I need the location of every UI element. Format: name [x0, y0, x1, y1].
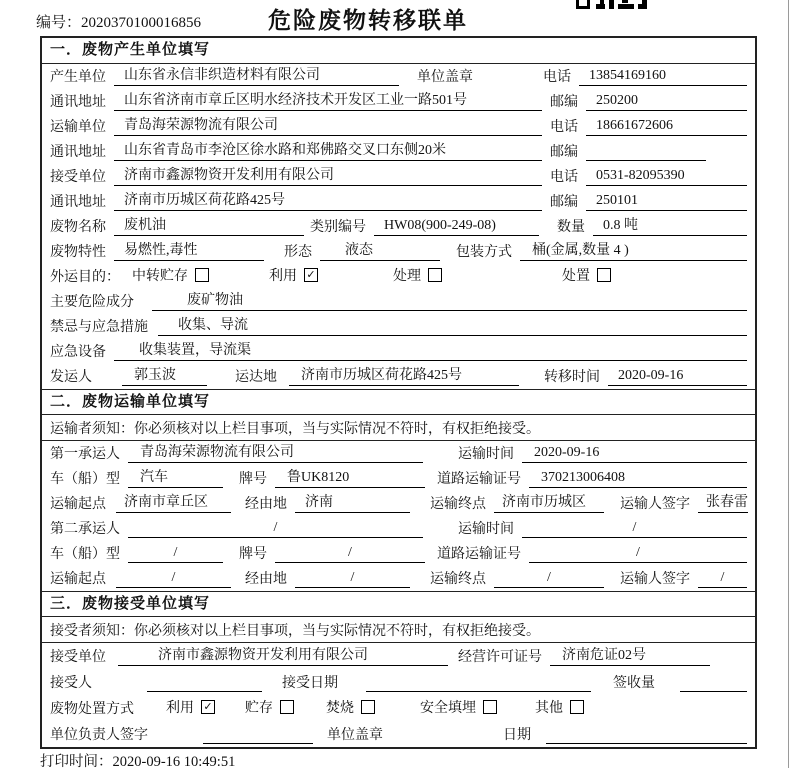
origin-label: 运输起点: [50, 497, 106, 512]
method-storage-checkbox: [245, 697, 294, 721]
transporter-phone-value: 18661672606: [586, 116, 747, 136]
form-box: [40, 36, 757, 749]
postcode-label: 邮编: [550, 95, 578, 110]
carrier-signature-value-2: /: [698, 568, 747, 588]
unit-seal-label: 单位盖章: [327, 728, 383, 743]
first-carrier-label: 第一承运人: [50, 447, 120, 462]
vehicle-type-value-2: /: [128, 543, 223, 563]
received-quantity-label: 签收量: [613, 676, 655, 691]
via-label: 经由地: [245, 572, 287, 587]
plate-number-label: 牌号: [239, 547, 267, 562]
plate-number-value-2: /: [275, 543, 425, 563]
section-producer: [42, 38, 755, 389]
waste-property-value: 易燃性,毒性: [114, 241, 264, 261]
form-row: [42, 214, 755, 239]
producer-address-label: 通讯地址: [50, 95, 106, 110]
vehicle-type-value: 汽车: [128, 468, 223, 488]
form-row: [42, 721, 755, 747]
method-landfill-checkbox-box: [483, 700, 497, 714]
second-carrier-value: /: [128, 518, 423, 538]
packaging-label: 包装方式: [456, 245, 512, 260]
method-landfill-checkbox-label: 安全填埋: [420, 701, 476, 716]
emergency-measures-value: 收集、导流: [158, 316, 747, 336]
receiver-address-label: 通讯地址: [50, 195, 106, 210]
form-row: [42, 643, 755, 669]
via-label: 经由地: [245, 497, 287, 512]
form-row: [42, 89, 755, 114]
transporter-postcode-value: [586, 141, 706, 161]
transporter-notice: 运输者须知：你必须核对以上栏目事项，当与实际情况不符时，有权拒绝接受。: [42, 415, 755, 441]
receiver-notice: 接受者须知：你必须核对以上栏目事项，当与实际情况不符时，有权拒绝接受。: [42, 617, 755, 643]
transit-storage-checkbox-label: 中转贮存: [132, 269, 188, 284]
producer-address-value: 山东省济南市章丘区明水经济技术开发区工业一路501号: [114, 91, 542, 111]
section-receiver: [42, 591, 755, 747]
form-row: [42, 314, 755, 339]
road-permit-value: 370213006408: [529, 468, 747, 488]
page-edge-line: [788, 0, 789, 768]
receiving-unit-label: 接受单位: [50, 650, 106, 665]
form-row: [42, 64, 755, 89]
section-transporter: [42, 389, 755, 591]
recycle-checkbox-label: 利用: [269, 269, 297, 284]
carrier-signature-label: 运输人签字: [620, 572, 690, 587]
transport-time-label: 运输时间: [458, 522, 514, 537]
second-carrier-label: 第二承运人: [50, 522, 120, 537]
receiver-person-value: [147, 672, 262, 692]
date-value: [546, 724, 747, 744]
road-permit-value-2: /: [529, 543, 747, 563]
consignor-label: 发运人: [50, 370, 92, 385]
destination-value: 济南市历城区荷花路425号: [289, 366, 519, 386]
section-receiver-heading: 三．废物接受单位填写: [42, 591, 755, 617]
quantity-value: 0.8 吨: [593, 216, 747, 236]
form-row: [42, 289, 755, 314]
form-row: [42, 669, 755, 695]
receive-date-value: [366, 672, 591, 692]
postcode-label: 邮编: [550, 195, 578, 210]
receiver-unit-label: 接受单位: [50, 170, 106, 185]
transporter-address-label: 通讯地址: [50, 145, 106, 160]
method-other-checkbox: [535, 697, 584, 721]
receive-date-label: 接受日期: [282, 676, 338, 691]
vehicle-type-label: 车（船）型: [50, 472, 120, 487]
receiver-address-value: 济南市历城区荷花路425号: [114, 191, 542, 211]
section-transporter-heading: 二．废物运输单位填写: [42, 389, 755, 415]
transfer-time-value: 2020-09-16: [608, 366, 747, 386]
treatment-checkbox-box: [428, 268, 442, 282]
form-row: [42, 441, 755, 466]
plate-number-value: 鲁UK8120: [275, 468, 425, 488]
print-time-value: 2020-09-16 10:49:51: [112, 754, 236, 768]
transit-storage-checkbox: [132, 265, 209, 289]
hazard-component-label: 主要危险成分: [50, 295, 134, 310]
category-code-label: 类别编号: [310, 220, 366, 235]
carrier-signature-value: 张春雷: [698, 493, 748, 513]
transfer-purpose-label: 外运目的：: [50, 270, 120, 285]
transporter-unit-value: 青岛海荣源物流有限公司: [114, 116, 542, 136]
receiving-unit-value: 济南市鑫源物资开发利用有限公司: [118, 646, 448, 666]
vehicle-type-label: 车（船）型: [50, 547, 120, 562]
origin-value: 济南市章丘区: [116, 493, 231, 513]
quantity-label: 数量: [557, 220, 585, 235]
responsible-signature-value: [203, 724, 313, 744]
waste-name-value: 废机油: [114, 216, 304, 236]
producer-phone-value: 13854169160: [579, 66, 747, 86]
date-label: 日期: [503, 728, 531, 743]
method-landfill-checkbox: [420, 697, 497, 721]
method-incineration-checkbox: [326, 697, 375, 721]
category-code-value: HW08(900-249-08): [374, 216, 539, 236]
carrier-signature-label: 运输人签字: [620, 497, 690, 512]
form-row: [42, 516, 755, 541]
transport-time-label: 运输时间: [458, 447, 514, 462]
emergency-measures-label: 禁忌与应急措施: [50, 320, 148, 335]
treatment-checkbox-label: 处理: [393, 269, 421, 284]
form-row: [42, 139, 755, 164]
recycle-checkbox-box: ✓: [304, 268, 318, 282]
serial-label: 编号：: [36, 15, 82, 31]
plate-number-label: 牌号: [239, 472, 267, 487]
qr-code-fragment: [576, 0, 652, 10]
section-producer-heading: 一．废物产生单位填写: [42, 38, 755, 64]
form-row: [42, 566, 755, 591]
method-other-checkbox-label: 其他: [535, 701, 563, 716]
disposal-checkbox: [562, 265, 611, 289]
method-incineration-checkbox-label: 焚烧: [326, 701, 354, 716]
receiver-phone-value: 0531-82095390: [586, 166, 747, 186]
consignor-value: 郭玉波: [122, 366, 207, 386]
transporter-address-value: 山东省青岛市李沧区徐水路和郑佛路交叉口东侧20米: [114, 141, 542, 161]
terminus-label: 运输终点: [430, 497, 486, 512]
form-row: [42, 466, 755, 491]
via-value-2: /: [295, 568, 410, 588]
road-permit-label: 道路运输证号: [437, 547, 521, 562]
phone-label: 电话: [550, 120, 578, 135]
terminus-value: 济南市历城区: [494, 493, 604, 513]
receiver-person-label: 接受人: [50, 676, 92, 691]
origin-value-2: /: [116, 568, 231, 588]
transporter-unit-label: 运输单位: [50, 120, 106, 135]
form-row: [42, 541, 755, 566]
method-incineration-checkbox-box: [361, 700, 375, 714]
emergency-equipment-value: 收集装置，导流渠: [114, 341, 747, 361]
unit-seal-label: 单位盖章: [417, 70, 473, 85]
producer-postcode-value: 250200: [586, 91, 747, 111]
print-time-line: [40, 750, 235, 768]
origin-label: 运输起点: [50, 572, 106, 587]
method-other-checkbox-box: [570, 700, 584, 714]
form-row: [42, 364, 755, 389]
road-permit-label: 道路运输证号: [437, 472, 521, 487]
emergency-equipment-label: 应急设备: [50, 345, 106, 360]
producer-unit-label: 产生单位: [50, 70, 106, 85]
method-recycle-checkbox-label: 利用: [166, 701, 194, 716]
packaging-value: 桶(金属,数量 4 ): [520, 241, 747, 261]
postcode-label: 邮编: [550, 145, 578, 160]
disposal-method-label: 废物处置方式: [50, 702, 134, 717]
transport-time-value-2: /: [522, 518, 747, 538]
producer-unit-value: 山东省永信非织造材料有限公司: [114, 66, 399, 86]
via-value: 济南: [295, 493, 410, 513]
hazard-component-value: 废矿物油: [152, 291, 747, 311]
form-row: [42, 491, 755, 516]
receiver-unit-value: 济南市鑫源物资开发利用有限公司: [114, 166, 542, 186]
form-row: [42, 164, 755, 189]
transfer-time-label: 转移时间: [544, 370, 600, 385]
license-number-label: 经营许可证号: [458, 650, 542, 665]
license-number-value: 济南危证02号: [550, 646, 710, 666]
phone-label: 电话: [550, 170, 578, 185]
waste-name-label: 废物名称: [50, 220, 106, 235]
form-row: [42, 339, 755, 364]
destination-label: 运达地: [235, 370, 277, 385]
disposal-checkbox-label: 处置: [562, 269, 590, 284]
responsible-signature-label: 单位负责人签字: [50, 728, 148, 743]
method-recycle-checkbox: [166, 697, 215, 721]
terminus-label: 运输终点: [430, 572, 486, 587]
method-storage-checkbox-box: [280, 700, 294, 714]
form-row: [42, 239, 755, 264]
form-row: [42, 189, 755, 214]
first-carrier-value: 青岛海荣源物流有限公司: [128, 443, 423, 463]
method-recycle-checkbox-box: ✓: [201, 700, 215, 714]
disposal-checkbox-box: [597, 268, 611, 282]
transit-storage-checkbox-box: [195, 268, 209, 282]
form-row: [42, 695, 755, 721]
method-storage-checkbox-label: 贮存: [245, 701, 273, 716]
phone-label: 电话: [543, 70, 571, 85]
transport-time-value: 2020-09-16: [522, 443, 747, 463]
page-title: 危险废物转移联单: [268, 8, 468, 33]
form-state-value: 液态: [320, 241, 440, 261]
serial-number: 2020370100016856: [81, 15, 202, 31]
waste-property-label: 废物特性: [50, 245, 106, 260]
form-row: [42, 264, 755, 289]
receiver-postcode-value: 250101: [586, 191, 747, 211]
form-row: [42, 114, 755, 139]
form-state-label: 形态: [284, 245, 312, 260]
print-time-label: 打印时间：: [40, 754, 113, 768]
received-quantity-value: [680, 672, 747, 692]
treatment-checkbox: [393, 265, 442, 289]
recycle-checkbox: [269, 265, 318, 289]
terminus-value-2: /: [494, 568, 604, 588]
